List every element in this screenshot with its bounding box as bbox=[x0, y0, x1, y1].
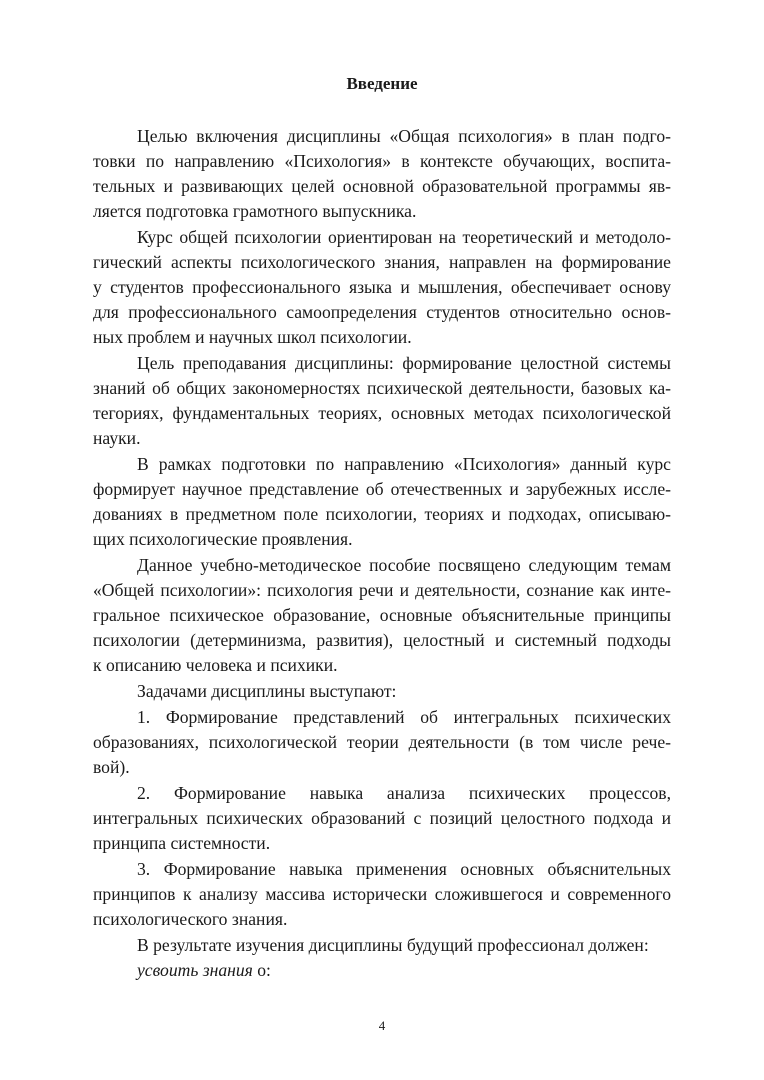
list-item-line: психологического знания. bbox=[93, 909, 288, 929]
text-line: товки по направлению «Психология» в контексте обучающих, воспита- bbox=[93, 151, 671, 171]
text-line: у студентов профессионального языка и мышления, обеспечивает основу bbox=[93, 277, 671, 297]
text-line: формирует научное представление об отечественных и зарубежных иссле- bbox=[93, 479, 671, 499]
text-line: «Общей психологии»: психология речи и деятельности, сознание как инте- bbox=[93, 580, 671, 600]
text-line: щих психологические проявления. bbox=[93, 529, 353, 549]
list-item-line: интегральных психических образований с позиций целостного подхода и bbox=[93, 808, 671, 828]
list-item-line: вой). bbox=[93, 757, 130, 777]
list-item-line: 1. Формирование представлений об интегральных психических bbox=[137, 707, 671, 727]
text-line: к описанию человека и психики. bbox=[93, 655, 338, 675]
section-heading: Введение bbox=[346, 74, 418, 93]
text-line: дованиях в предметном поле психологии, теориях и подходах, описываю- bbox=[93, 504, 671, 524]
text-line: науки. bbox=[93, 428, 141, 448]
text-line: Курс общей психологии ориентирован на теоретический и методоло- bbox=[137, 227, 671, 247]
text-line: гический аспекты психологического знания, направлен на формирование bbox=[93, 252, 671, 272]
text-line: ных проблем и научных школ психологии. bbox=[93, 327, 412, 347]
text-line: гральное психическое образование, основные объяснительные принципы bbox=[93, 605, 671, 625]
text-line: В рамках подготовки по направлению «Психология» данный курс bbox=[137, 454, 671, 474]
list-item-line: 3. Формирование навыка применения основных объяснительных bbox=[137, 859, 671, 879]
text-line: для профессионального самоопределения студентов относительно основ- bbox=[93, 302, 671, 322]
list-item-line: образованиях, психологической теории деятельности (в том числе рече- bbox=[93, 732, 671, 752]
page-number: 4 bbox=[378, 1018, 386, 1033]
text-line: Задачами дисциплины выступают: bbox=[137, 681, 397, 701]
emphasized-text: усвоить знания bbox=[137, 960, 253, 980]
text-line: ляется подготовка грамотного выпускника. bbox=[93, 201, 417, 221]
text-line: тельных и развивающих целей основной образовательной программы яв- bbox=[93, 176, 671, 196]
list-item-line: принципа системности. bbox=[93, 833, 271, 853]
final-line bbox=[137, 958, 671, 983]
text-line: В результате изучения дисциплины будущий профессионал должен: bbox=[137, 935, 649, 955]
final-line-rest: о: bbox=[252, 960, 271, 980]
text-line: психологии (детерминизма, развития), целостный и системный подходы bbox=[93, 630, 671, 650]
list-item-line: принципов к анализу массива исторически сложившегося и современного bbox=[93, 884, 671, 904]
text-line: Данное учебно-методическое пособие посвящено следующим темам bbox=[137, 555, 671, 575]
text-line: Целью включения дисциплины «Общая психология» в план подго- bbox=[137, 126, 671, 146]
text-line: знаний об общих закономерностях психической деятельности, базовых ка- bbox=[93, 378, 671, 398]
list-item-line: 2. Формирование навыка анализа психических процессов, bbox=[137, 783, 671, 803]
text-line: Цель преподавания дисциплины: формирование целостной системы bbox=[137, 353, 671, 373]
text-line: тегориях, фундаментальных теориях, основных методах психологической bbox=[93, 403, 671, 423]
